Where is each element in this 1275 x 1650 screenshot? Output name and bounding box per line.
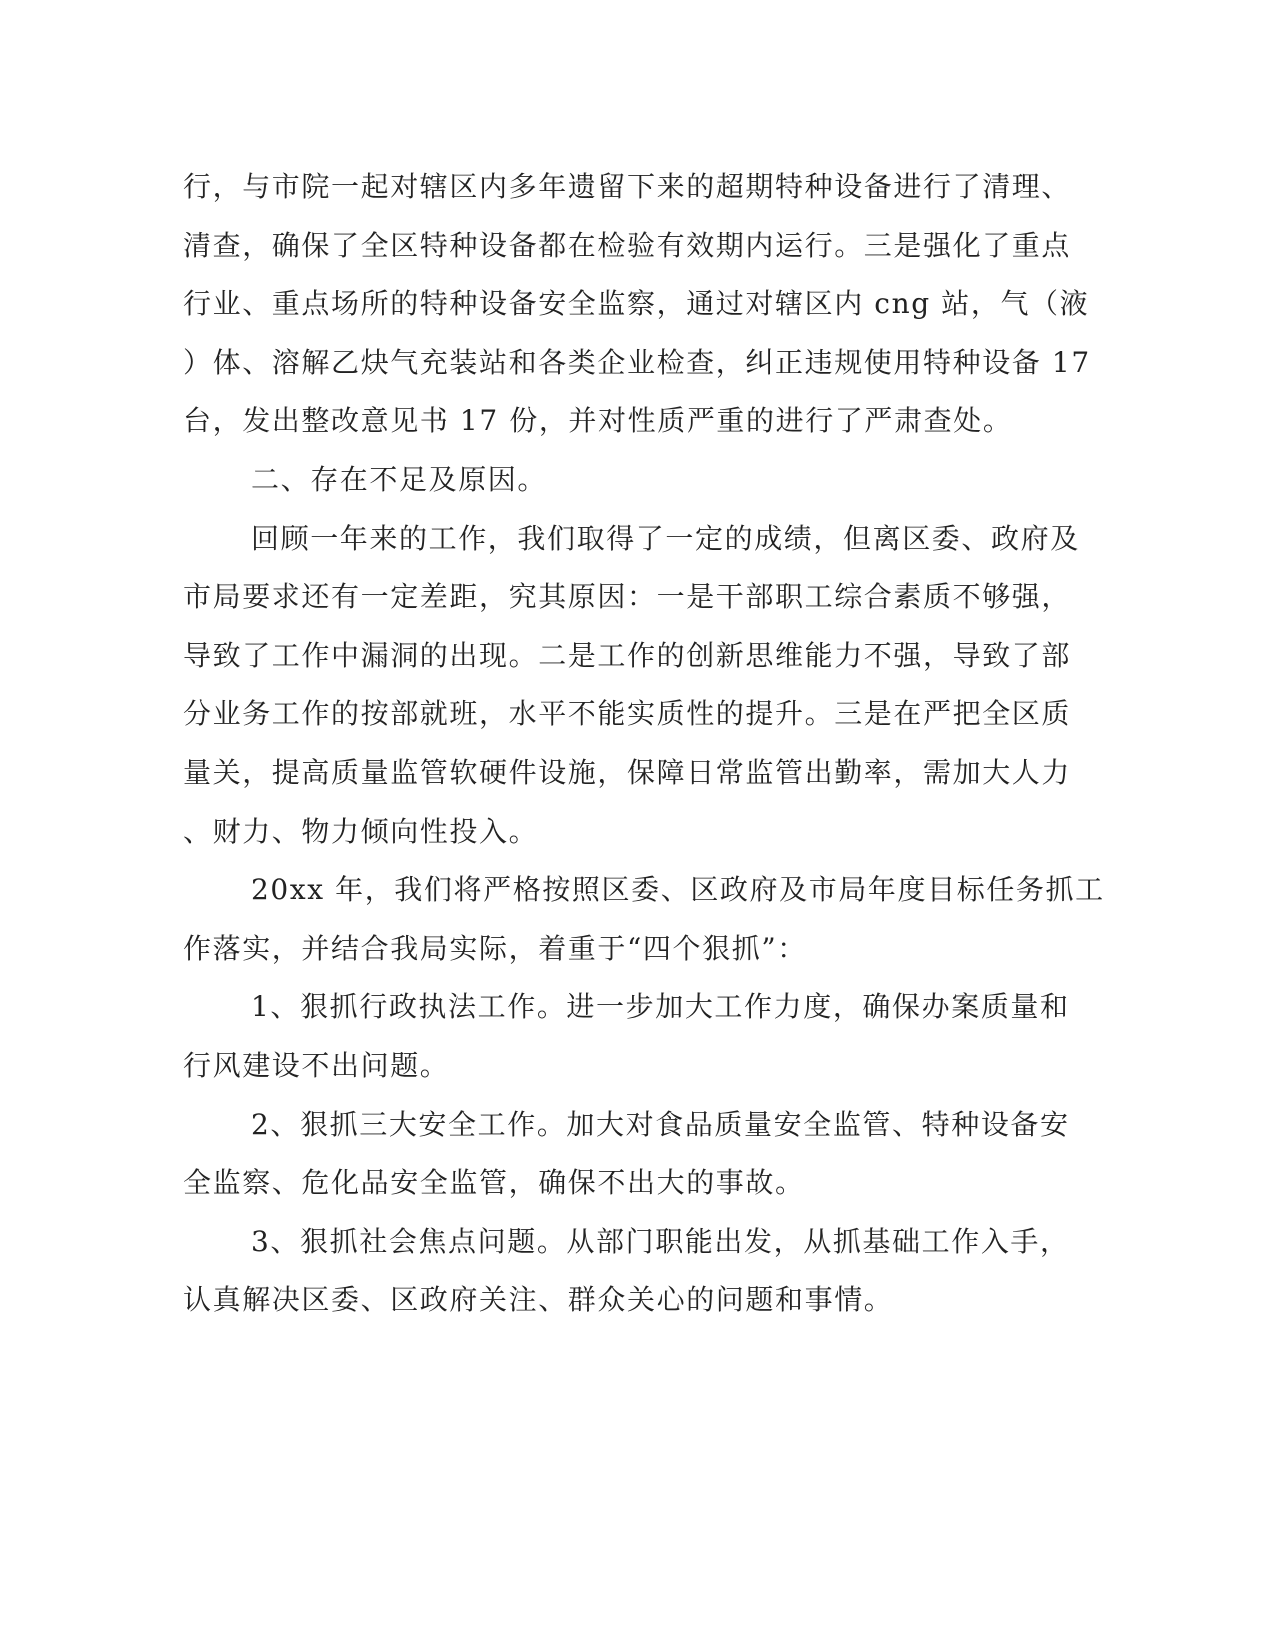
text-line: 分业务工作的按部就班，水平不能实质性的提升。三是在严把全区质 — [183, 697, 1072, 731]
list-item-2: 2、狠抓三大安全工作。加大对食品质量安全监管、特种设备安 — [251, 1107, 1070, 1141]
text-line: 台，发出整改意见书 17 份，并对性质严重的进行了严肃查处。 — [183, 404, 1013, 438]
list-item-1: 1、狠抓行政执法工作。进一步加大工作力度，确保办案质量和 — [251, 990, 1070, 1024]
text-line: ）体、溶解乙炔气充装站和各类企业检查，纠正违规使用特种设备 17 — [183, 345, 1091, 379]
text-line: 全监察、危化品安全监管，确保不出大的事故。 — [183, 1166, 805, 1200]
text-line: 行风建设不出问题。 — [183, 1048, 450, 1082]
text-line: 导致了工作中漏洞的出现。二是工作的创新思维能力不强，导致了部 — [183, 638, 1072, 672]
section-heading: 二、存在不足及原因。 — [251, 462, 548, 496]
text-line: 回顾一年来的工作，我们取得了一定的成绩，但离区委、政府及 — [251, 521, 1080, 555]
text-line: 认真解决区委、区政府关注、群众关心的问题和事情。 — [183, 1283, 894, 1317]
text-line: 、财力、物力倾向性投入。 — [183, 814, 539, 848]
text-line: 20xx 年，我们将严格按照区委、区政府及市局年度目标任务抓工 — [251, 873, 1105, 907]
text-line: 作落实，并结合我局实际，着重于“四个狠抓”： — [183, 931, 807, 965]
text-line: 量关，提高质量监管软硬件设施，保障日常监管出勤率，需加大人力 — [183, 755, 1072, 789]
text-line: 行业、重点场所的特种设备安全监察，通过对辖区内 cng 站，气（液 — [183, 287, 1090, 321]
list-item-3: 3、狠抓社会焦点问题。从部门职能出发，从抓基础工作入手， — [251, 1224, 1070, 1258]
text-line: 市局要求还有一定差距，究其原因：一是干部职工综合素质不够强， — [183, 580, 1072, 614]
document-body — [183, 158, 1105, 1330]
text-line: 清查，确保了全区特种设备都在检验有效期内运行。三是强化了重点 — [183, 228, 1072, 262]
text-line: 行，与市院一起对辖区内多年遗留下来的超期特种设备进行了清理、 — [183, 170, 1072, 203]
